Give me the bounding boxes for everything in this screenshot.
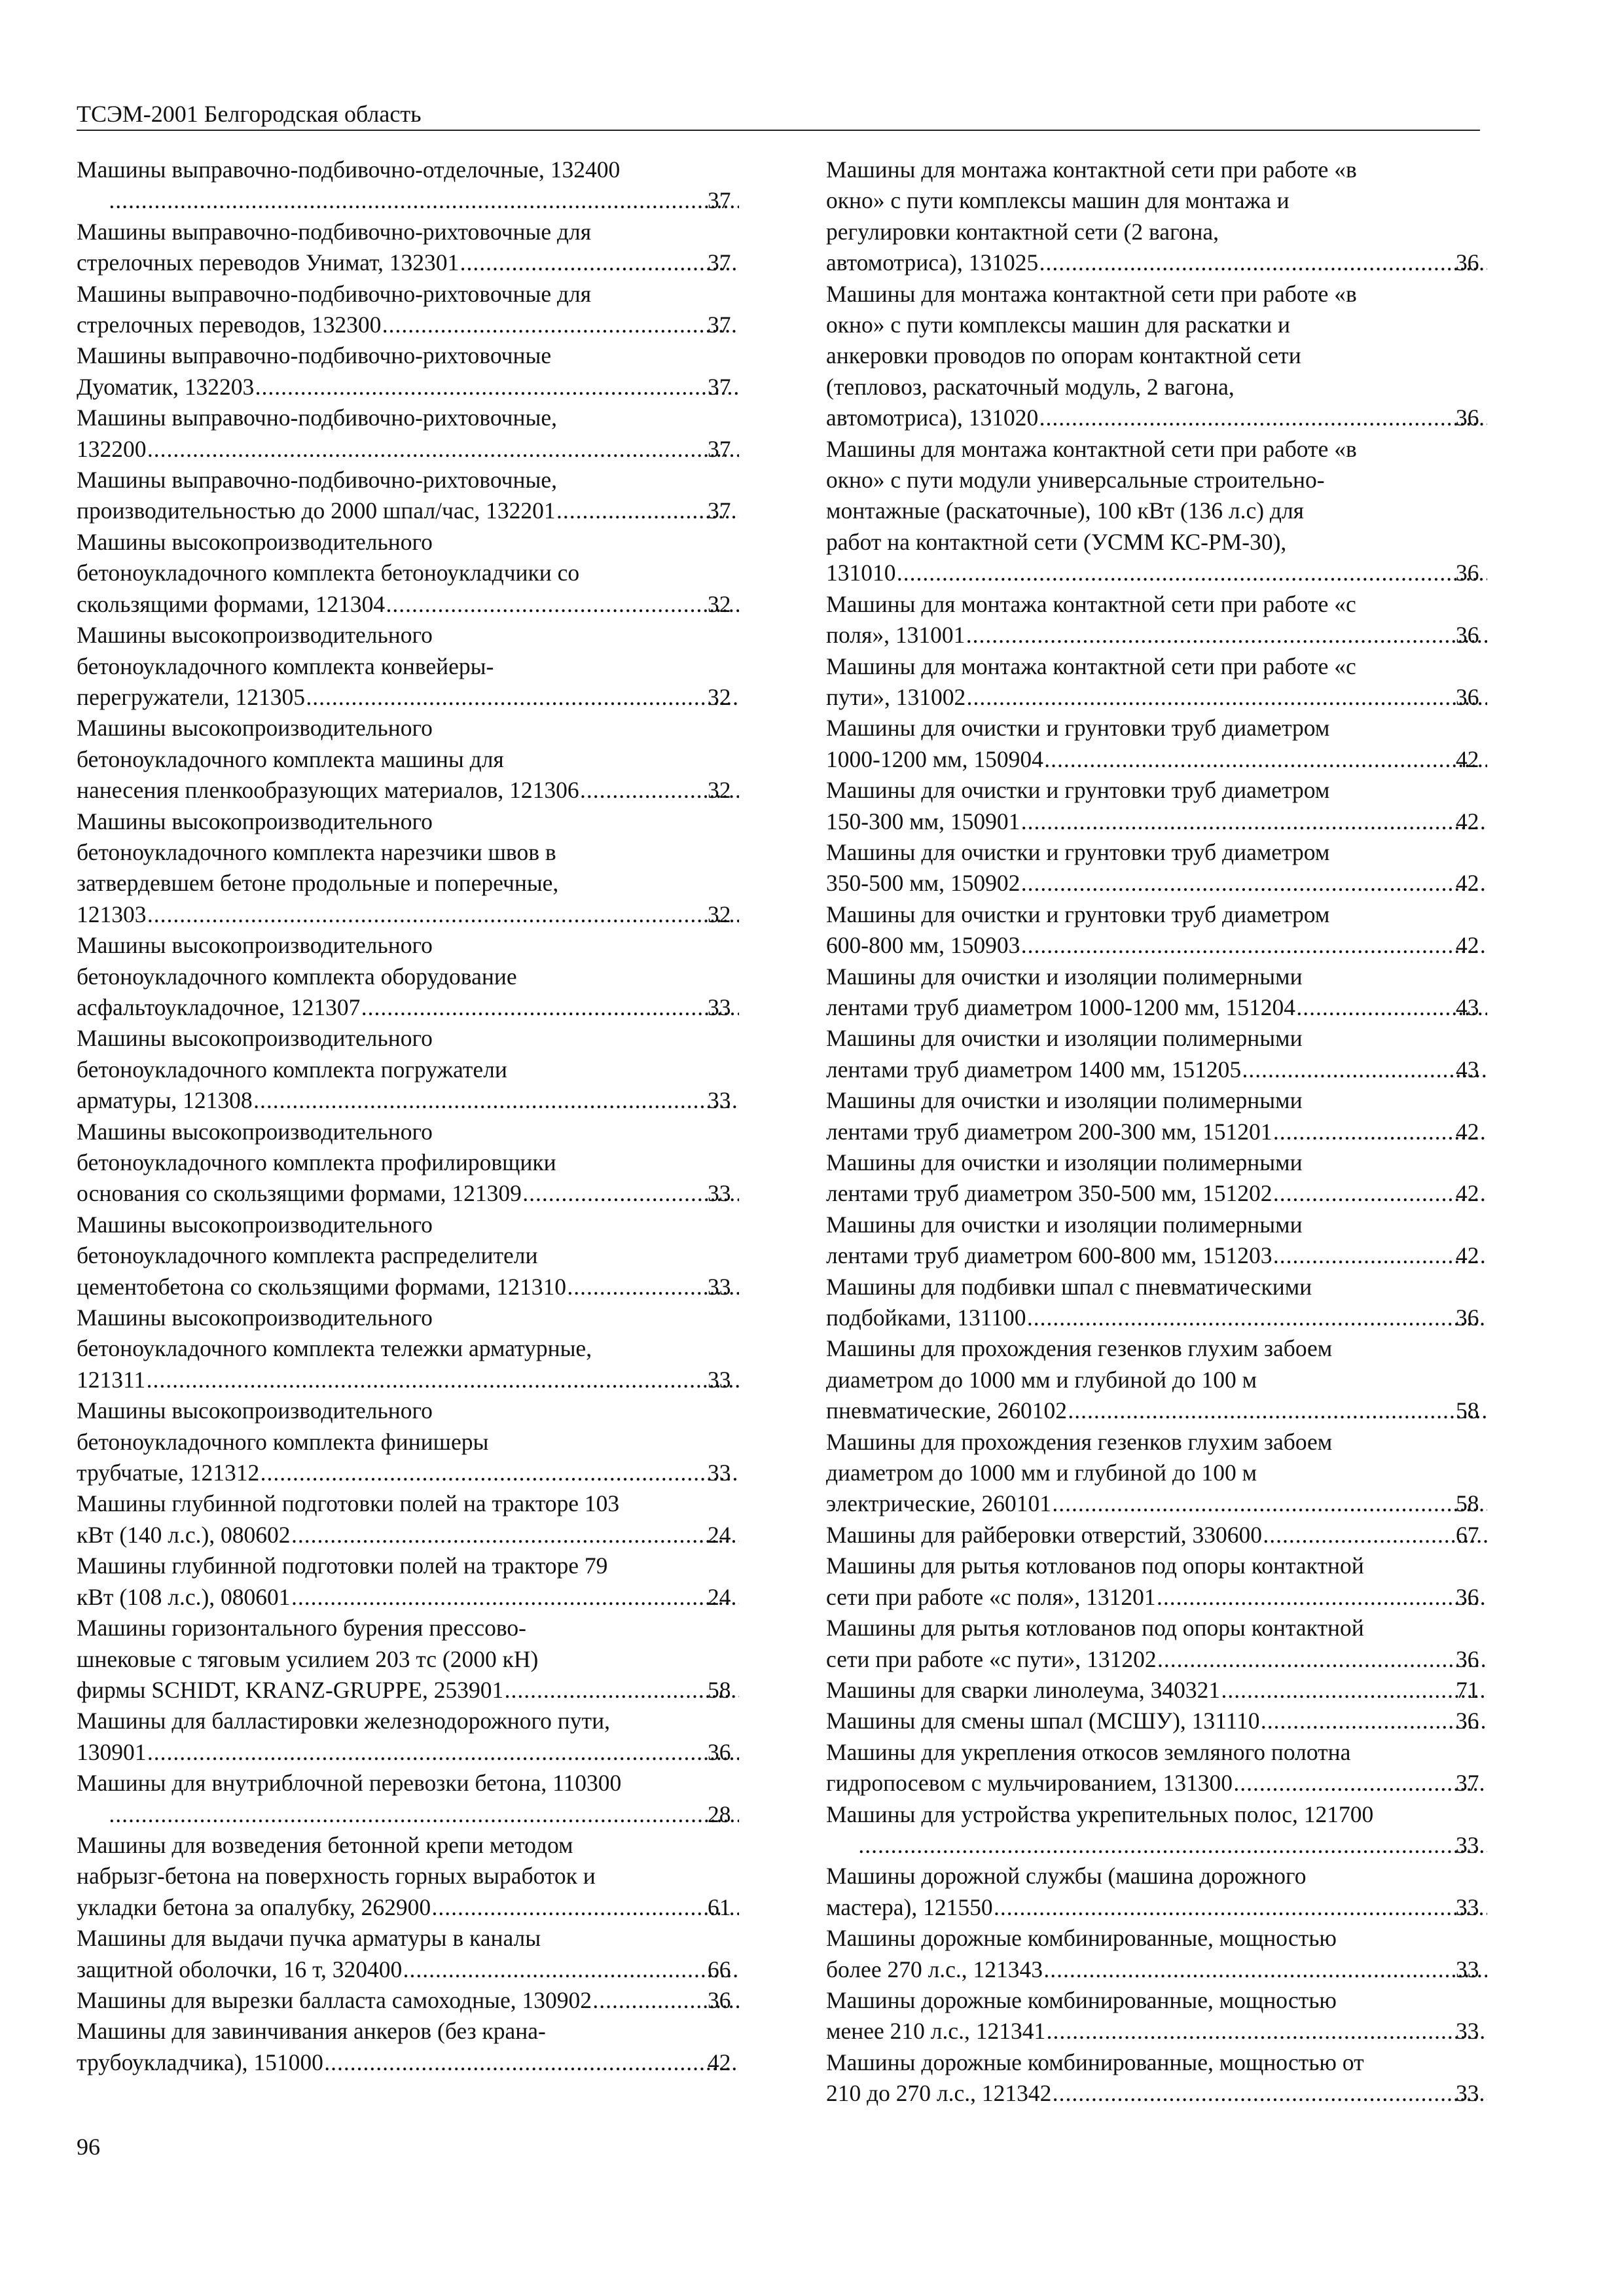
index-entry: [826, 589, 1487, 651]
entry-text-line: сети при работе «с пути», 131202: [826, 1645, 1157, 1672]
entry-text-line: укладки бетона за опалубку, 262900: [77, 1893, 431, 1920]
dot-leader: [360, 992, 739, 1023]
entry-text-line: Машины для монтажа контактной сети при работе «с: [826, 653, 1356, 679]
entry-text-line: Машины высокопроизводительного: [77, 622, 433, 649]
index-entry: [826, 1706, 1487, 1736]
index-entry: [77, 1830, 739, 1923]
dot-leader: [381, 310, 739, 340]
entry-text-line: бетоноукладочного комплекта финишеры: [77, 1428, 489, 1455]
entry-text-line: Машины выправочно-подбивочно-рихтовочные,: [77, 467, 557, 493]
entry-last-line: цементобетона со скользящими формами, 121310 ..... 33: [108, 1272, 739, 1302]
index-entry: [826, 1147, 1487, 1210]
entry-text-line: Машины для монтажа контактной сети при работе «в: [826, 435, 1357, 462]
entry-text-line: перегружатели, 121305: [77, 683, 305, 710]
entry-last-line: гидропосевом с мульчированием, 131300 ..... 37: [857, 1768, 1487, 1799]
entry-last-line: основания со скользящими формами, 121309 ..... 33: [108, 1178, 739, 1209]
entry-text-line: трубчатые, 121312: [77, 1460, 260, 1486]
entry-text-line: нанесения пленкообразующих материалов, 121306: [77, 777, 579, 804]
entry-last-line: 600-800 мм, 150903 ..... 42: [857, 930, 1487, 961]
index-entry: [77, 1117, 739, 1210]
entry-text-line: подбойками, 131100: [826, 1304, 1026, 1331]
dot-leader: [1156, 1582, 1487, 1613]
entry-text-line: Машины для райберовки отверстий, 330600: [826, 1521, 1262, 1548]
entry-last-line: арматуры, 121308 ..... 33: [108, 1085, 739, 1116]
entry-last-line: поля», 131001 ..... 36: [857, 620, 1487, 651]
entry-text-line: Машины высокопроизводительного: [77, 1397, 433, 1424]
index-entry: [77, 1923, 739, 1985]
entry-last-line: 132200 ..... 37: [108, 434, 739, 465]
entry-last-line: 350-500 мм, 150902 ..... 42: [857, 868, 1487, 899]
entry-last-line: сети при работе «с пути», 131202 ..... 36: [857, 1644, 1487, 1675]
index-entry: [826, 1675, 1487, 1706]
entry-last-line: стрелочных переводов, 132300 ..... 37: [108, 310, 739, 340]
entry-text-line: лентами труб диаметром 350-500 мм, 151202: [826, 1180, 1272, 1207]
dot-leader: [1233, 1768, 1487, 1799]
entry-last-line: мастера), 121550 ..... 33: [857, 1892, 1487, 1923]
dot-leader: [147, 434, 740, 465]
index-entry: [826, 837, 1487, 899]
entry-text-line: 1000-1200 мм, 150904: [826, 745, 1043, 772]
index-entry: [826, 1923, 1487, 1985]
index-entry: [826, 1861, 1487, 1923]
entry-text-line: анкеровки проводов по опорам контактной сети: [826, 342, 1301, 369]
dot-leader: [1260, 1706, 1487, 1736]
entry-text-line: трубоукладчика), 151000: [77, 2049, 323, 2075]
dot-leader: [459, 247, 739, 278]
entry-text-line: автомотриса), 131020: [826, 404, 1039, 431]
dot-leader: [108, 1799, 739, 1830]
entry-text-line: 600-800 мм, 150903: [826, 932, 1020, 959]
entry-last-line: защитной оболочки, 16 т, 320400 ..... 66: [108, 1954, 739, 1985]
dot-leader: [1272, 1117, 1488, 1147]
index-entry: [826, 775, 1487, 837]
entry-text-line: кВт (108 л.с.), 080601: [77, 1583, 291, 1610]
dot-leader: [522, 1178, 739, 1209]
index-entry: [826, 1799, 1487, 1861]
dot-leader: [1051, 1488, 1487, 1519]
dot-leader: [254, 372, 739, 403]
entry-text-line: бетоноукладочного комплекта оборудование: [77, 963, 517, 990]
entry-text-line: окно» с пути комплексы машин для монтажа и: [826, 187, 1290, 214]
index-entry: [826, 899, 1487, 961]
entry-last-line: подбойками, 131100 ..... 36: [857, 1302, 1487, 1333]
dot-leader: [305, 682, 739, 713]
entry-text-line: бетоноукладочного комплекта конвейеры-: [77, 653, 494, 679]
index-entry: [77, 1210, 739, 1302]
entry-last-line: 1000-1200 мм, 150904 ..... 42: [857, 744, 1487, 775]
entry-last-line: укладки бетона за опалубку, 262900 ..... 61: [108, 1892, 739, 1923]
entry-text-line: Машины для очистки и изоляции полимерными: [826, 963, 1303, 990]
entry-last-line: трубчатые, 121312 ..... 33: [108, 1458, 739, 1488]
dot-leader: [965, 682, 1487, 713]
index-entry: [826, 1333, 1487, 1426]
page-number: 96: [77, 2134, 100, 2160]
index-entry: [77, 527, 739, 620]
index-entry: [826, 1272, 1487, 1334]
dot-leader: [147, 1737, 740, 1768]
entry-text-line: 130901: [77, 1738, 147, 1765]
entry-last-line: ..... 37: [108, 185, 739, 216]
entry-text-line: Машины дорожной службы (машина дорожного: [826, 1863, 1307, 1890]
entry-last-line: автомотриса), 131020 ..... 36: [857, 403, 1487, 433]
entry-text-line: Машины глубинной подготовки полей на тракторе 103: [77, 1490, 620, 1517]
dot-leader: [993, 1892, 1487, 1923]
index-entry: [77, 2016, 739, 2078]
entry-last-line: асфальтоукладочное, 121307 ..... 33: [108, 992, 739, 1023]
entry-text-line: работ на контактной сети (УСММ КС-РМ-30),: [826, 528, 1287, 555]
entry-text-line: Машины высокопроизводительного: [77, 1118, 433, 1145]
dot-leader: [1051, 2078, 1487, 2109]
entry-text-line: бетоноукладочного комплекта профилировщики: [77, 1149, 556, 1175]
entry-text-line: 121311: [77, 1366, 146, 1393]
entry-text-line: (тепловоз, раскаточный модуль, 2 вагона,: [826, 373, 1235, 400]
entry-text-line: Машины для прохождения гезенков глухим забоем: [826, 1335, 1333, 1362]
dot-leader: [857, 1830, 1487, 1861]
dot-leader: [1020, 806, 1487, 837]
dot-leader: [1241, 1054, 1487, 1085]
index-entry: [826, 1613, 1487, 1675]
entry-last-line: скользящими формами, 121304 ..... 32: [108, 589, 739, 620]
entry-last-line: кВт (140 л.с.), 080602 ..... 24: [108, 1520, 739, 1551]
entry-last-line: Дуоматик, 132203 ..... 37: [108, 372, 739, 403]
entry-text-line: бетоноукладочного комплекта бетоноукладчики со: [77, 560, 580, 586]
index-entry: [77, 1768, 739, 1830]
dot-leader: [402, 1954, 739, 1985]
running-header: ТСЭМ-2001 Белгородская область: [77, 101, 422, 127]
entry-text-line: Машины для подбивки шпал с пневматическими: [826, 1273, 1312, 1300]
entry-text-line: Машины для очистки и изоляции полимерными: [826, 1211, 1303, 1238]
entry-text-line: электрические, 260101: [826, 1490, 1052, 1517]
dot-leader: [259, 1458, 739, 1488]
index-entry: [826, 1551, 1487, 1613]
entry-text-line: фирмы SCHIDT, KRANZ-GRUPPE, 253901: [77, 1676, 504, 1703]
entry-last-line: сети при работе «с поля», 131201 ..... 36: [857, 1582, 1487, 1613]
index-entry: [826, 279, 1487, 434]
entry-text-line: пневматические, 260102: [826, 1397, 1067, 1424]
entry-last-line: пневматические, 260102 ..... 58: [857, 1395, 1487, 1426]
entry-last-line: лентами труб диаметром 600-800 мм, 151203 ..... 42: [857, 1240, 1487, 1271]
entry-text-line: Машины высокопроизводительного: [77, 528, 433, 555]
entry-last-line: Машины для смены шпал (МСШУ), 131110 ..... 36: [857, 1706, 1487, 1736]
entry-last-line: 121311 ..... 33: [108, 1365, 739, 1395]
entry-text-line: основания со скользящими формами, 121309: [77, 1180, 522, 1207]
entry-text-line: гидропосевом с мульчированием, 131300: [826, 1770, 1233, 1797]
entry-text-line: более 270 л.с., 121343: [826, 1956, 1043, 1982]
entry-text-line: окно» с пути комплексы машин для раскатки и: [826, 312, 1291, 338]
entry-text-line: Дуоматик, 132203: [77, 373, 255, 400]
index-entry: [826, 651, 1487, 713]
entry-last-line: кВт (108 л.с.), 080601 ..... 24: [108, 1582, 739, 1613]
entry-text-line: стрелочных переводов Унимат, 132301: [77, 249, 460, 276]
entry-text-line: Машины для рытья котлованов под опоры контактной: [826, 1552, 1364, 1579]
dot-leader: [145, 1365, 739, 1395]
entry-text-line: 350-500 мм, 150902: [826, 870, 1020, 897]
index-entry: [77, 1613, 739, 1706]
entry-text-line: Машины дорожные комбинированные, мощностью: [826, 1986, 1337, 2013]
entry-last-line: ..... 28: [108, 1799, 739, 1830]
entry-text-line: Машины выправочно-подбивочно-отделочные, 132400: [77, 156, 621, 183]
dot-leader: [291, 1582, 739, 1613]
entry-text-line: арматуры, 121308: [77, 1087, 253, 1114]
dot-leader: [896, 558, 1488, 588]
entry-text-line: Машины для устройства укрепительных полос, 121700: [826, 1801, 1374, 1827]
entry-text-line: шнековые с тяговым усилием 203 тс (2000 кН): [77, 1645, 539, 1672]
entry-last-line: Машины для райберовки отверстий, 330600 ..... 67: [857, 1520, 1487, 1551]
index-entry: [77, 1706, 739, 1768]
entry-text-line: мастера), 121550: [826, 1893, 993, 1920]
index-entry: [77, 465, 739, 527]
header-rule: [77, 130, 1480, 131]
index-entry: [826, 713, 1487, 775]
index-entry: [77, 620, 739, 713]
entry-text-line: цементобетона со скользящими формами, 121310: [77, 1273, 566, 1300]
entry-text-line: сети при работе «с поля», 131201: [826, 1583, 1156, 1610]
entry-text-line: бетоноукладочного комплекта нарезчики швов в: [77, 838, 556, 865]
entry-text-line: Машины для очистки и грунтовки труб диаметром: [826, 838, 1330, 865]
dot-leader: [503, 1675, 739, 1706]
entry-last-line: менее 210 л.с., 121341 ..... 33: [857, 2016, 1487, 2047]
entry-text-line: Машины выправочно-подбивочно-рихтовочные для: [77, 280, 592, 307]
index-column-right: [826, 154, 1487, 2109]
entry-text-line: диаметром до 1000 мм и глубиной до 100 м: [826, 1366, 1257, 1393]
entry-last-line: нанесения пленкообразующих материалов, 121306 ..... 32: [108, 775, 739, 806]
entry-last-line: автомотриса), 131025 ..... 36: [857, 247, 1487, 278]
entry-text-line: Машины для монтажа контактной сети при работе «с: [826, 590, 1356, 617]
index-column-left: [77, 154, 739, 2078]
entry-text-line: бетоноукладочного комплекта машины для: [77, 745, 504, 772]
entry-text-line: Машины глубинной подготовки полей на тракторе 79: [77, 1552, 608, 1579]
entry-text-line: лентами труб диаметром 600-800 мм, 151203: [826, 1242, 1272, 1269]
dot-leader: [431, 1892, 739, 1923]
index-entry: [826, 1427, 1487, 1520]
entry-text-line: Машины для монтажа контактной сети при работе «в: [826, 156, 1357, 183]
entry-text-line: Машины высокопроизводительного: [77, 1025, 433, 1052]
entry-last-line: производительностью до 2000 шпал/час, 132201 ..... 37: [108, 495, 739, 526]
entry-text-line: поля», 131001: [826, 622, 965, 649]
dot-leader: [1272, 1178, 1488, 1209]
entry-text-line: Машины для очистки и грунтовки труб диаметром: [826, 777, 1330, 804]
index-entry: [77, 1985, 739, 2016]
index-entry: [826, 434, 1487, 589]
dot-leader: [1038, 247, 1487, 278]
entry-text-line: автомотриса), 131025: [826, 249, 1039, 276]
entry-text-line: Машины для рытья котлованов под опоры контактной: [826, 1615, 1364, 1641]
entry-text-line: Машины дорожные комбинированные, мощностью от: [826, 2049, 1364, 2075]
entry-text-line: бетоноукладочного комплекта тележки арматурные,: [77, 1335, 592, 1362]
index-entry: [77, 154, 739, 217]
entry-text-line: набрызг-бетона на поверхность горных выработок и: [77, 1863, 596, 1890]
index-entry: [77, 930, 739, 1023]
dot-leader: [1045, 2016, 1487, 2047]
index-entry: [77, 1023, 739, 1116]
index-entry: [826, 1023, 1487, 1085]
dot-leader: [1043, 1954, 1487, 1985]
entry-last-line: 131010 ..... 36: [857, 558, 1487, 588]
dot-leader: [1262, 1520, 1487, 1551]
dot-leader: [1020, 930, 1487, 961]
dot-leader: [1067, 1395, 1487, 1426]
index-entry: [826, 961, 1487, 1024]
entry-last-line: перегружатели, 121305 ..... 32: [108, 682, 739, 713]
entry-text-line: производительностью до 2000 шпал/час, 132201: [77, 497, 556, 524]
entry-text-line: пути», 131002: [826, 683, 966, 710]
dot-leader: [965, 620, 1487, 651]
dot-leader: [147, 899, 740, 930]
entry-text-line: Машины для прохождения гезенков глухим забоем: [826, 1428, 1333, 1455]
entry-text-line: лентами труб диаметром 200-300 мм, 151201: [826, 1118, 1272, 1145]
dot-leader: [108, 185, 739, 216]
index-entry: [77, 279, 739, 341]
entry-text-line: Машины для укрепления откосов земляного полотна: [826, 1738, 1351, 1765]
entry-last-line: фирмы SCHIDT, KRANZ-GRUPPE, 253901 ..... 58: [108, 1675, 739, 1706]
entry-text-line: монтажные (раскаточные), 100 кВт (136 л.с) для: [826, 497, 1305, 524]
entry-text-line: Машины для очистки и изоляции полимерными: [826, 1149, 1303, 1175]
entry-last-line: электрические, 260101 ..... 58: [857, 1488, 1487, 1519]
entry-text-line: Машины выправочно-подбивочно-рихтовочные: [77, 342, 552, 369]
entry-text-line: стрелочных переводов, 132300: [77, 312, 382, 338]
index-entry: [77, 713, 739, 806]
index-entry: [77, 806, 739, 931]
dot-leader: [1272, 1240, 1488, 1271]
entry-last-line: 150-300 мм, 150901 ..... 42: [857, 806, 1487, 837]
dot-leader: [323, 2047, 739, 2078]
dot-leader: [1220, 1675, 1487, 1706]
index-entry: [826, 1520, 1487, 1551]
index-entry: [826, 154, 1487, 279]
entry-text-line: Машины для выдачи пучка арматуры в каналы: [77, 1925, 541, 1952]
entry-text-line: Машины для монтажа контактной сети при работе «в: [826, 280, 1357, 307]
entry-text-line: 132200: [77, 435, 147, 462]
entry-text-line: Машины высокопроизводительного: [77, 808, 433, 834]
entry-last-line: трубоукладчика), 151000 ..... 42: [108, 2047, 739, 2078]
entry-last-line: лентами труб диаметром 1000-1200 мм, 151204 ..... 43: [857, 992, 1487, 1023]
entry-text-line: Машины для очистки и изоляции полимерными: [826, 1025, 1303, 1052]
entry-text-line: Машины высокопроизводительного: [77, 1304, 433, 1331]
index-entry: [77, 1551, 739, 1613]
entry-last-line: лентами труб диаметром 1400 мм, 151205 ..... 43: [857, 1054, 1487, 1085]
entry-text-line: 121303: [77, 901, 147, 927]
index-entry: [77, 1302, 739, 1395]
entry-last-line: 121303 ..... 32: [108, 899, 739, 930]
index-entry: [826, 1737, 1487, 1799]
dot-leader: [291, 1520, 739, 1551]
dot-leader: [253, 1085, 739, 1116]
entry-text-line: Машины высокопроизводительного: [77, 932, 433, 959]
entry-text-line: регулировки контактной сети (2 вагона,: [826, 218, 1219, 245]
entry-text-line: Машины высокопроизводительного: [77, 1211, 433, 1238]
dot-leader: [1038, 403, 1487, 433]
dot-leader: [1043, 744, 1487, 775]
entry-last-line: стрелочных переводов Унимат, 132301 ..... 37: [108, 247, 739, 278]
entry-last-line: 210 до 270 л.с., 121342 ..... 33: [857, 2078, 1487, 2109]
entry-text-line: кВт (140 л.с.), 080602: [77, 1521, 291, 1548]
entry-last-line: ..... 33: [857, 1830, 1487, 1861]
entry-text-line: Машины для очистки и грунтовки труб диаметром: [826, 901, 1330, 927]
entry-text-line: бетоноукладочного комплекта погружатели: [77, 1056, 507, 1083]
index-entry: [826, 1085, 1487, 1147]
entry-text-line: лентами труб диаметром 1400 мм, 151205: [826, 1056, 1242, 1083]
entry-last-line: 130901 ..... 36: [108, 1737, 739, 1768]
entry-last-line: лентами труб диаметром 200-300 мм, 151201 ..... 42: [857, 1117, 1487, 1147]
entry-text-line: лентами труб диаметром 1000-1200 мм, 151204: [826, 994, 1295, 1020]
index-entry: [826, 1985, 1487, 2047]
entry-text-line: скользящими формами, 121304: [77, 590, 386, 617]
entry-text-line: менее 210 л.с., 121341: [826, 2018, 1046, 2045]
entry-text-line: Машины для очистки и грунтовки труб диаметром: [826, 715, 1330, 742]
entry-last-line: более 270 л.с., 121343 ..... 33: [857, 1954, 1487, 1985]
entry-text-line: бетоноукладочного комплекта распределители: [77, 1242, 538, 1269]
entry-text-line: Машины для внутриблочной перевозки бетона, 110300: [77, 1770, 622, 1797]
entry-text-line: Машины для балластировки железнодорожного пути,: [77, 1708, 610, 1734]
entry-text-line: диаметром до 1000 мм и глубиной до 100 м: [826, 1460, 1257, 1486]
entry-last-line: Машины для сварки линолеума, 340321 ..... 71: [857, 1675, 1487, 1706]
entry-text-line: Машины для завинчивания анкеров (без крана-: [77, 2018, 546, 2045]
entry-text-line: Машины выправочно-подбивочно-рихтовочные,: [77, 404, 557, 431]
entry-last-line: Машины для вырезки балласта самоходные, 130902 ..... 36: [108, 1985, 739, 2016]
index-entry: [77, 403, 739, 465]
index-entry: [77, 1395, 739, 1488]
entry-text-line: Машины выправочно-подбивочно-рихтовочные для: [77, 218, 592, 245]
entry-last-line: пути», 131002 ..... 36: [857, 682, 1487, 713]
entry-last-line: лентами труб диаметром 350-500 мм, 151202 ..... 42: [857, 1178, 1487, 1209]
entry-text-line: Машины высокопроизводительного: [77, 715, 433, 742]
entry-text-line: затвердевшем бетоне продольные и поперечные,: [77, 870, 559, 897]
entry-text-line: Машины для возведения бетонной крепи методом: [77, 1831, 573, 1858]
entry-text-line: Машины для очистки и изоляции полимерными: [826, 1087, 1303, 1114]
index-entry: [826, 1210, 1487, 1272]
entry-text-line: 150-300 мм, 150901: [826, 808, 1020, 834]
entry-text-line: Машины для смены шпал (МСШУ), 131110: [826, 1708, 1260, 1734]
index-entry: [77, 217, 739, 279]
index-entry: [77, 1488, 739, 1551]
entry-text-line: Машины для сварки линолеума, 340321: [826, 1676, 1221, 1703]
entry-text-line: 131010: [826, 560, 896, 586]
entry-text-line: Машины горизонтального бурения прессово-: [77, 1615, 526, 1641]
index-entry: [77, 340, 739, 403]
entry-text-line: Машины дорожные комбинированные, мощностью: [826, 1925, 1337, 1952]
entry-text-line: окно» с пути модули универсальные строительно-: [826, 467, 1325, 493]
entry-text-line: защитной оболочки, 16 т, 320400: [77, 1956, 403, 1982]
entry-text-line: 210 до 270 л.с., 121342: [826, 2080, 1052, 2107]
dot-leader: [1157, 1644, 1487, 1675]
entry-text-line: асфальтоукладочное, 121307: [77, 994, 361, 1020]
dot-leader: [1020, 868, 1487, 899]
dot-leader: [1026, 1302, 1487, 1333]
index-entry: [826, 2047, 1487, 2109]
dot-leader: [385, 589, 739, 620]
entry-text-line: Машины для вырезки балласта самоходные, 130902: [77, 1986, 592, 2013]
